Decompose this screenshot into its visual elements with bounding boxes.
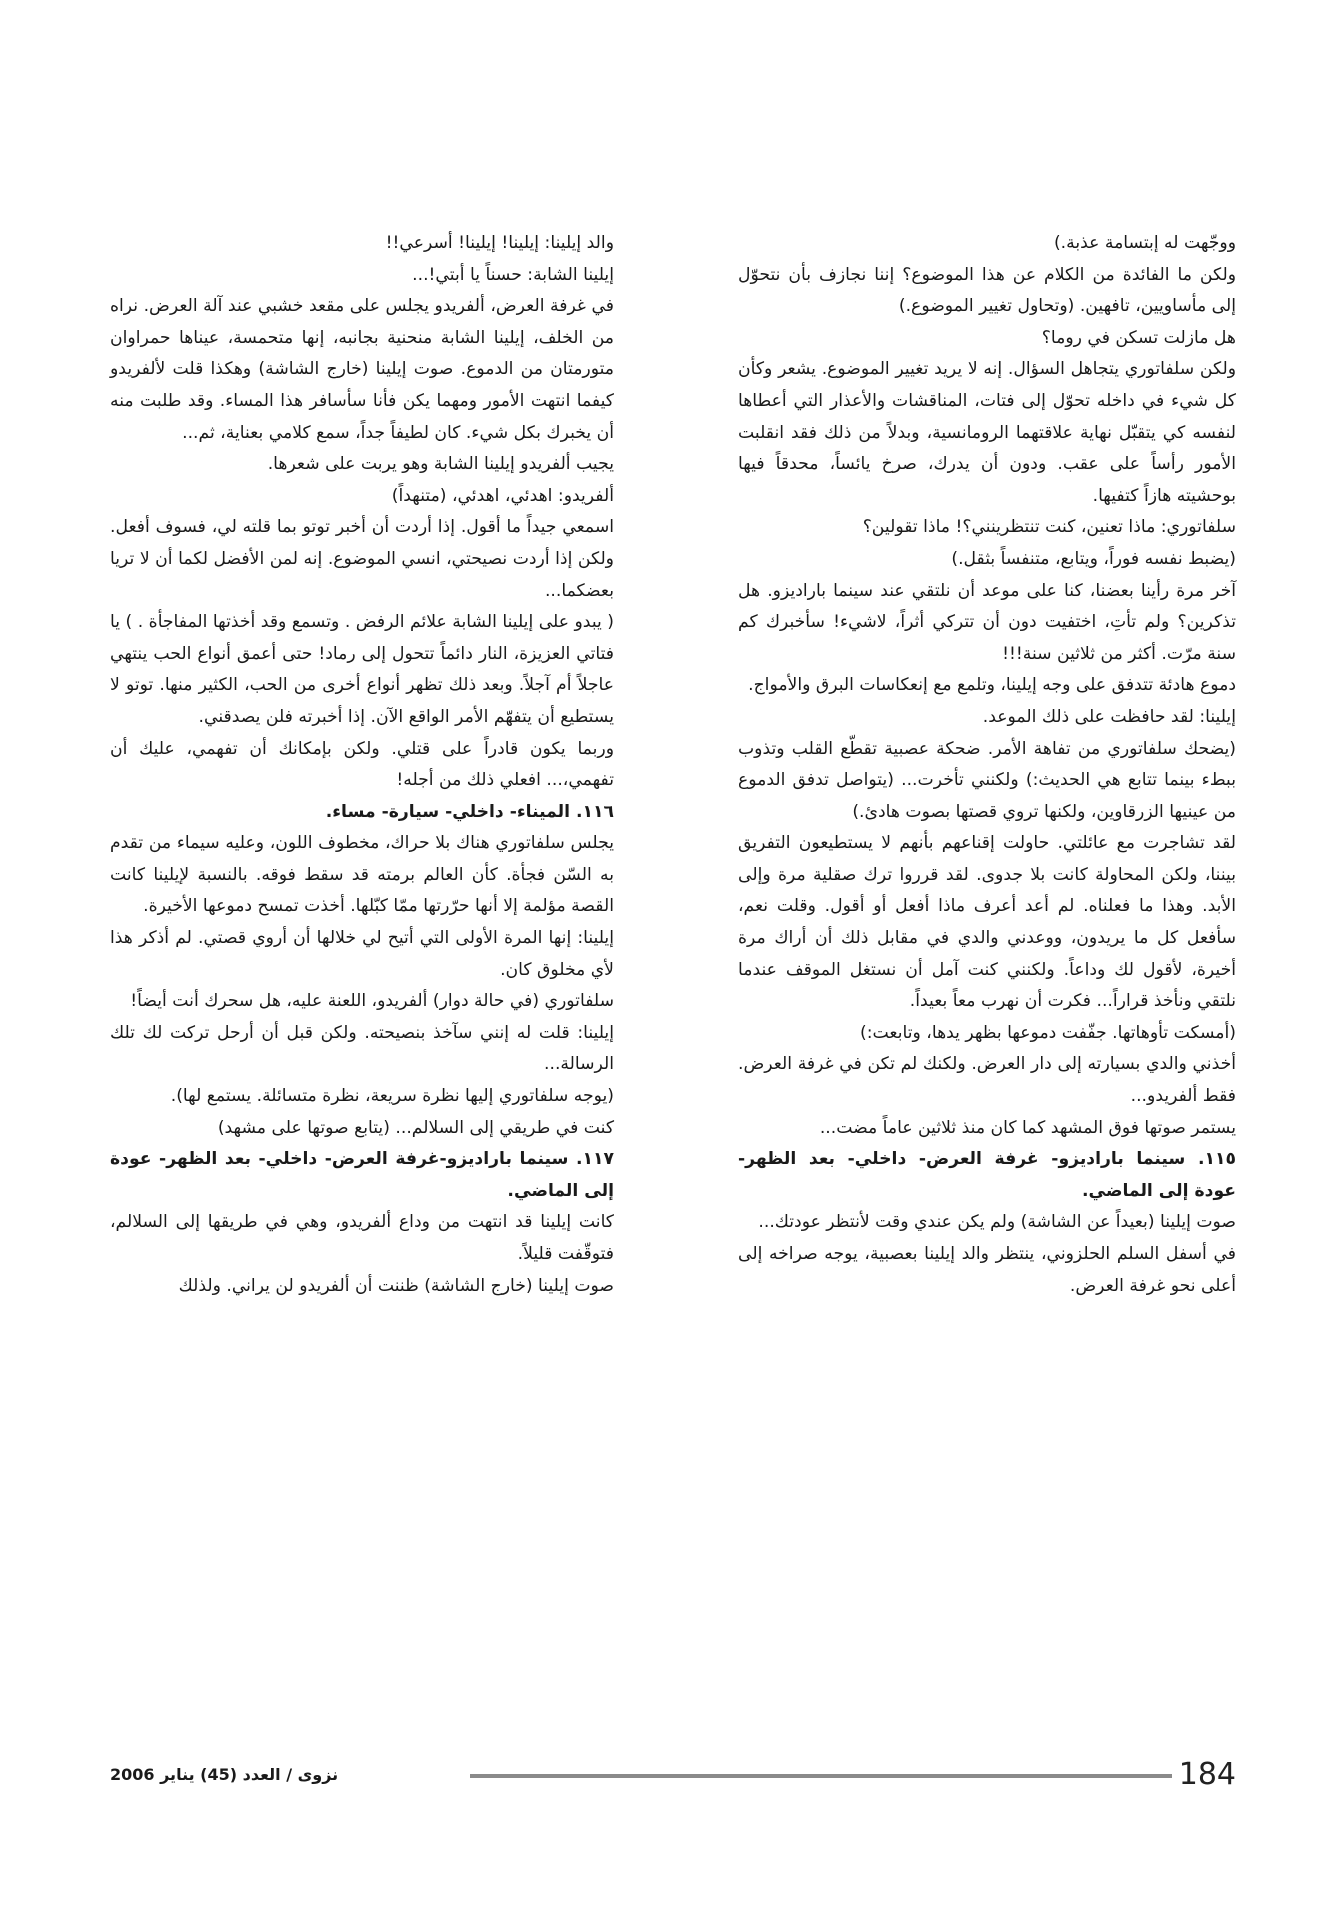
- paragraph: صوت إيلينا (خارج الشاشة) ظننت أن ألفريدو لن يراني. ولذلك: [178, 1275, 614, 1296]
- scene-heading: ١١٦. الميناء- داخلي- سيارة- مساء.: [325, 801, 614, 822]
- paragraph: ولكن ما الفائدة من الكلام عن هذا الموضوع؟ إننا نجازف بأن نتحوّل إلى مأساويين، تافهين. (وتحاول تغيير الموضوع.): [738, 264, 1236, 317]
- paragraph: كنت في طريقي إلى السلالم... (يتابع صوتها على مشهد): [217, 1117, 614, 1138]
- paragraph: يستمر صوتها فوق المشهد كما كان منذ ثلاثين عاماً مضت...: [819, 1117, 1236, 1138]
- paragraph: أخذني والدي بسيارته إلى دار العرض. ولكنك لم تكن في غرفة العرض. فقط ألفريدو...: [738, 1054, 1236, 1107]
- paragraph: يجلس سلفاتوري هناك بلا حراك، مخطوف اللون، وعليه سيماء من تقدم به السّن فجأة. كأن العالم برمته قد سقط فوقه. بالنسبة لإيلينا كانت القصة مؤلمة إلا أنها حرّرتها ممّا كبّلها. أخذت تمسح دموعها الأخيرة.: [110, 833, 614, 917]
- paragraph: لقد تشاجرت مع عائلتي. حاولت إقناعهم بأنهم لا يستطيعون التفريق بيننا، ولكن المحاولة كانت بلا جدوى. لقد قرروا ترك صقلية مرة وإلى الأبد. وهذا ما فعلناه. لم أعد أعرف ماذا أفعل أو أقول. وقلت نعم، سأفعل كل ما يريدون، ووعدني والدي في مقابل ذلك أن أراك مرة أخيرة، لأقول لك وداعاً. ولكنني كنت آمل أن نستغل الموقف عندما نلتقي ونأخذ قراراً... فكرت أن نهرب معاً بعيداً.: [738, 833, 1236, 1012]
- paragraph: يجيب ألفريدو إيلينا الشابة وهو يربت على شعرها.: [267, 454, 614, 475]
- paragraph: إيلينا الشابة: حسناً يا أبتي!...: [412, 264, 614, 285]
- paragraph: اسمعي جيداً ما أقول. إذا أردت أن أخبر توتو بما قلته لي، فسوف أفعل. ولكن إذا أردت نصيحتي، انسي الموضوع. إنه لمن الأفضل لكما أن لا تريا بعضكما...: [110, 517, 614, 601]
- left-text-column: [110, 228, 614, 1302]
- paragraph: كانت إيلينا قد انتهت من وداع ألفريدو، وهي في طريقها إلى السلالم، فتوقّفت قليلاً.: [110, 1212, 614, 1264]
- paragraph: في غرفة العرض، ألفريدو يجلس على مقعد خشبي عند آلة العرض. نراه من الخلف، إيلينا الشابة منحنية بجانبه، إنها متحمسة، عيناها حمراوان متورمتان من الدموع. صوت إيلينا (خارج الشاشة) وهكذا قلت لألفريدو كيفما انتهت الأمور ومهما يكن فأنا سأسافر هذا المساء. وقد طلبت منه أن يخبرك بكل شيء. كان لطيفاً جداً، سمع كلامي بعناية، ثم...: [110, 296, 614, 443]
- paragraph: وربما يكون قادراً على قتلي. ولكن بإمكانك أن تفهمي، عليك أن تفهمي،... افعلي ذلك من أجله!: [110, 738, 614, 791]
- paragraph: ووجّهت له إبتسامة عذبة.): [1053, 233, 1236, 253]
- issue-label: نزوى / العدد (45) يناير 2006: [110, 1765, 339, 1784]
- paragraph: (يضحك سلفاتوري من تفاهة الأمر. ضحكة عصبية تقطّع القلب وتذوب ببطء بينما تتابع هي الحديث:) ولكنني تأخرت... (يتواصل تدفق الدموع من عينيها الزرقاوين، ولكنها تروي قصتها بصوت هادئ.): [738, 738, 1236, 822]
- paragraph: (يضبط نفسه فوراً، ويتابع، متنفساً بثقل.): [951, 548, 1236, 569]
- paragraph: سلفاتوري: ماذا تعنين، كنت تنتظرينني؟! ماذا تقولين؟: [862, 517, 1236, 538]
- paragraph: آخر مرة رأينا بعضنا، كنا على موعد أن نلتقي عند سينما باراديزو. هل تذكرين؟ ولم تأتِ، اختفيت دون أن تتركي أثراً، لاشيء! سأخبرك كم سنة مرّت. أكثر من ثلاثين سنة!!!: [738, 580, 1236, 664]
- paragraph: إيلينا: قلت له إنني سآخذ بنصيحته. ولكن قبل أن أرحل تركت لك تلك الرسالة...: [110, 1022, 614, 1075]
- paragraph: إيلينا: لقد حافظت على ذلك الموعد.: [982, 706, 1236, 727]
- paragraph: (يوجه سلفاتوري إليها نظرة سريعة، نظرة متسائلة. يستمع لها).: [170, 1086, 614, 1107]
- paragraph: سلفاتوري (في حالة دوار) ألفريدو، اللعنة عليه، هل سحرك أنت أيضاً!: [130, 991, 614, 1012]
- paragraph: في أسفل السلم الحلزوني، ينتظر والد إيلينا بعصبية، يوجه صراخه إلى أعلى نحو غرفة العرض.: [738, 1244, 1236, 1296]
- paragraph: ولكن سلفاتوري يتجاهل السؤال. إنه لا يريد تغيير الموضوع. يشعر وكأن كل شيء في داخله تحوّل إلى فتات، المناقشات والأعذار التي أعطاها لنفسه كي يتقبّل نهاية علاقتهما الرومانسية، وبدلاً من ذلك فقد انقلبت الأمور رأساً على عقب. ودون أن يدرك، صرخ يائساً، محدقاً فيها بوحشيته هازاً كتفيها.: [738, 359, 1236, 506]
- page-number: 184: [1178, 1757, 1236, 1792]
- paragraph: ( يبدو على إيلينا الشابة علائم الرفض . وتسمع وقد أخذتها المفاجأة . ) يا فتاتي العزيزة، النار دائماً تتحول إلى رماد! حتى أعمق أنواع الحب ينتهي عاجلاً أم آجلاً. وبعد ذلك تظهر أنواع أخرى من الحب، الكثير منها. توتو لا يستطيع أن يتفهّم الأمر الواقع الآن. إذا أخبرته فلن يصدقني.: [110, 612, 614, 727]
- paragraph: (أمسكت تأوهاتها. جفّفت دموعها بظهر يدها، وتابعت:): [860, 1022, 1236, 1043]
- paragraph: ألفريدو: اهدئي، اهدئي، (متنهداً): [391, 485, 614, 506]
- paragraph: دموع هادئة تتدفق على وجه إيلينا، وتلمع مع إنعكاسات البرق والأمواج.: [748, 675, 1236, 696]
- footer-divider: [470, 1774, 1172, 1778]
- paragraph: صوت إيلينا (بعيداً عن الشاشة) ولم يكن عندي وقت لأنتظر عودتك...: [758, 1212, 1236, 1233]
- paragraph: إيلينا: إنها المرة الأولى التي أتيح لي خلالها أن أروي قصتي. لم أذكر هذا لأي مخلوق كان.: [110, 928, 614, 980]
- paragraph: والد إيلينا: إيلينا! إيلينا! أسرعي!!: [385, 233, 614, 253]
- scene-heading: ١١٧. سينما باراديزو-غرفة العرض- داخلي- بعد الظهر- عودة إلى الماضي.: [110, 1149, 614, 1201]
- page-footer: [110, 1755, 1236, 1795]
- right-text-column: [738, 228, 1236, 1302]
- paragraph: هل مازلت تسكن في روما؟: [1041, 327, 1236, 348]
- scene-heading: ١١٥. سينما باراديزو- غرفة العرض- داخلي- بعد الظهر- عودة إلى الماضي.: [738, 1149, 1236, 1201]
